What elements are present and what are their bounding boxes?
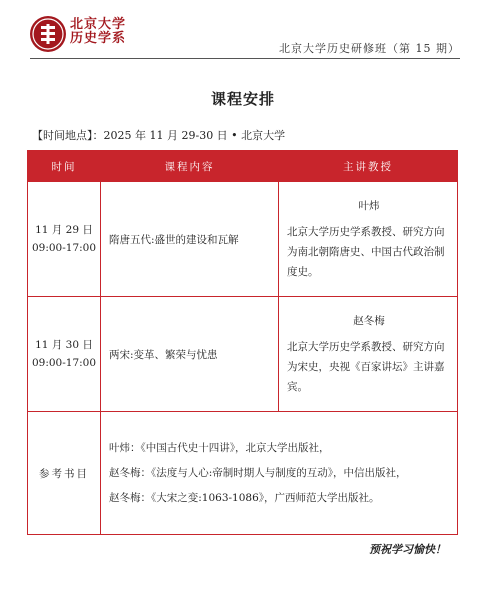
page-header [30,14,460,62]
session-lecturer [279,182,458,297]
table-row [28,412,458,535]
session-date: 11 月 30 日 [35,339,93,351]
session-hours: 09:00-17:00 [31,357,97,369]
session-content: 隋唐五代:盛世的建设和瓦解 [101,182,279,297]
header-time: 时间 [28,151,101,182]
table-row [28,182,458,297]
logo-line: 北京大学 [70,17,127,32]
header-lecturer: 主讲教授 [279,151,458,182]
reference-item: 赵冬梅：《大宋之变:1063-1086》，广西师范大学出版社。 [109,491,380,504]
logo-line: 历史学系 [70,31,127,46]
lecturer-bio: 北京大学历史学系教授、研究方向为南北朝隋唐史、中国古代政治制度史。 [287,226,445,278]
schedule-table [27,150,458,535]
closing-message: 预祝学习愉快！ [369,543,446,556]
references-label: 参考书目 [28,412,101,535]
time-location-info: 【时间地点】：2025 年 11 月 29-30 日 • 北京大学 [32,129,286,142]
lecturer-name: 赵冬梅 [353,315,385,327]
reference-item: 赵冬梅：《法度与人心:帝制时期人与制度的互动》，中信出版社， [109,466,407,479]
table-row [28,297,458,412]
session-hours: 09:00-17:00 [31,242,97,254]
lecturer-name: 叶炜 [358,200,380,212]
session-content: 两宋:变革、繁荣与忧患 [101,297,279,412]
header-divider [30,58,460,59]
pku-seal-icon [30,16,66,52]
session-time [28,182,101,297]
reference-item: 叶炜：《中国古代史十四讲》，北京大学出版社， [109,441,330,454]
header-content: 课程内容 [101,151,279,182]
references-list [101,412,458,535]
pku-history-logo [30,14,150,54]
logo-text [70,18,126,46]
lecturer-bio: 北京大学历史学系教授、研究方向为宋史，央视《百家讲坛》主讲嘉宾。 [287,341,445,393]
session-lecturer [279,297,458,412]
session-time [28,297,101,412]
program-title: 北京大学历史研修班（第 15 期） [279,42,460,55]
session-date: 11 月 29 日 [35,224,93,236]
table-header-row [28,151,458,182]
page-title: 课程安排 [210,90,275,108]
